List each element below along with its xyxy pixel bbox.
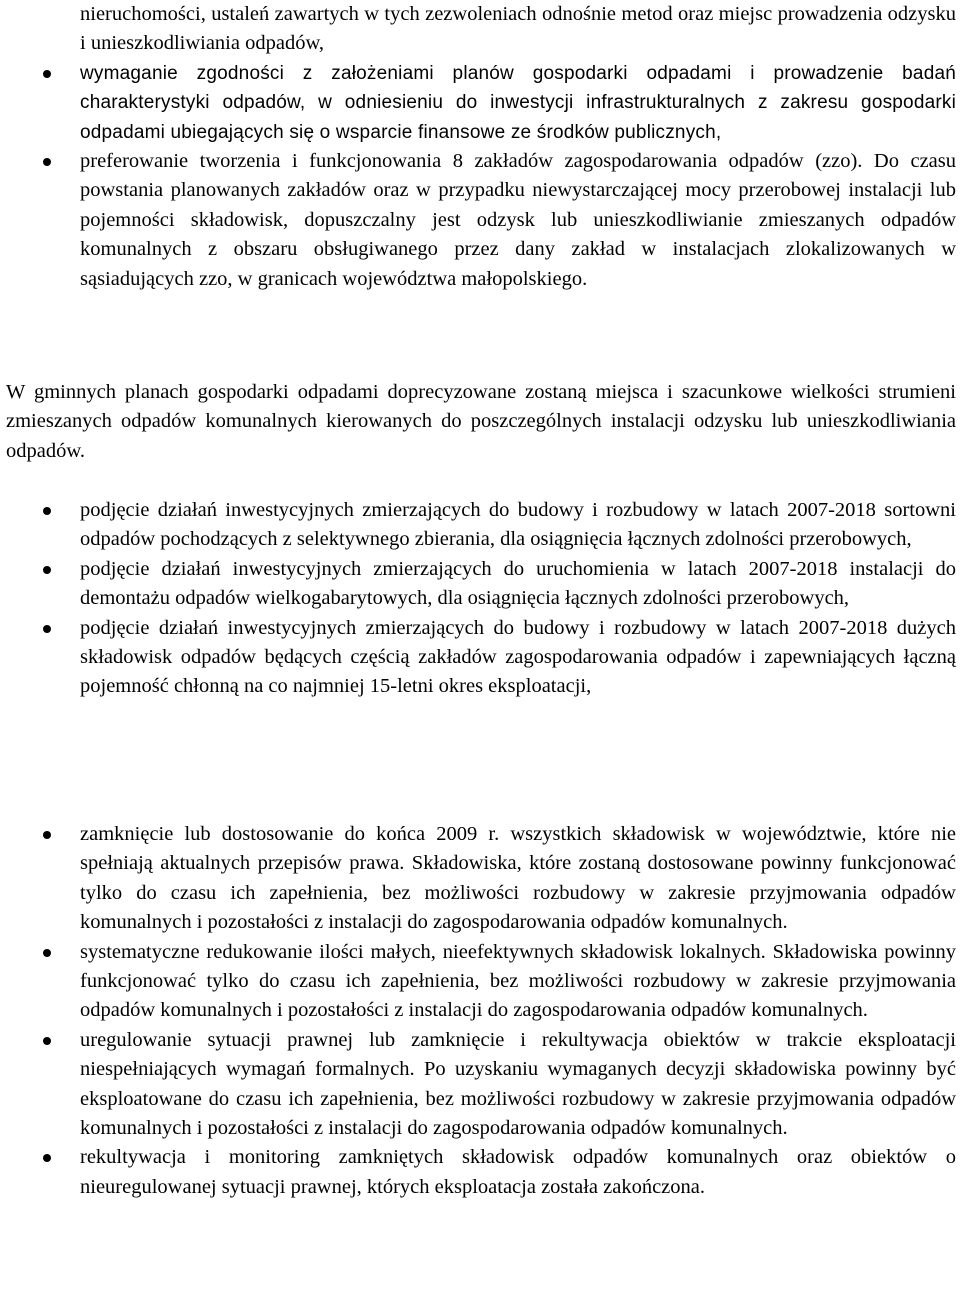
list-item-text: preferowanie tworzenia i funkcjonowania 8 zakładów zagospodarowania odpadów (zzo). Do czasu powstania planowanych zakładów oraz w przypadku niewystarczającej mocy przerobowej instalacji lub pojemności składowisk, dopuszczalny jest odzysk lub unieszkodliwianie zmieszanych odpadów komunalnych z obszaru obsługiwanego przez dany zakład w instalacjach zlokalizowanych w sąsiadujących zzo, w granicach województwa małopolskiego. (80, 150, 956, 290)
list-item-text: rekultywacja i monitoring zamkniętych składowisk odpadów komunalnych oraz obiektów o nieuregulowanej sytuacji prawnej, których eksploatacja została zakończona. (80, 1146, 956, 1198)
bullet-list-2 (6, 496, 956, 702)
list-item (6, 1143, 956, 1202)
list-item (6, 496, 956, 555)
body-paragraph: W gminnych planach gospodarki odpadami doprecyzowane zostaną miejsca i szacunkowe wielkości strumieni zmieszanych odpadów komunalnych kierowanych do poszczególnych instalacji odzysku lub unieszkodliwiania odpadów. (6, 381, 956, 462)
list-item-text: zamknięcie lub dostosowanie do końca 2009 r. wszystkich składowisk w województwie, które nie spełniają aktualnych przepisów prawa. Składowiska, które zostaną dostosowane powinny funkcjonować tylko do czasu ich zapełnienia, bez możliwości rozbudowy w zakresie przyjmowania odpadów komunalnych i pozostałości z instalacji do zagospodarowania odpadów komunalnych. (80, 823, 956, 934)
bullet-icon (43, 831, 51, 839)
bullet-icon (43, 158, 51, 166)
list-item-text: podjęcie działań inwestycyjnych zmierzających do budowy i rozbudowy w latach 2007-2018 dużych składowisk odpadów będących częścią zakładów zagospodarowania odpadów i zapewniających łączną pojemność chłonną na co najmniej 15-letni okres eksploatacji, (80, 616, 956, 698)
list-item (6, 59, 956, 147)
bullet-icon (43, 507, 51, 515)
list-item-text: nieruchomości, ustaleń zawartych w tych zezwoleniach odnośnie metod oraz miejsc prowadzenia odzysku i unieszkodliwiania odpadów, (80, 3, 956, 55)
bullet-icon (43, 1154, 51, 1162)
list-item (6, 820, 956, 938)
list-item-text: podjęcie działań inwestycyjnych zmierzających do uruchomienia w latach 2007-2018 instalacji do demontażu odpadów wielkogabarytowych, dla osiągnięcia łącznych zdolności przerobowych, (80, 557, 956, 610)
list-item (6, 555, 956, 614)
list-item-text: podjęcie działań inwestycyjnych zmierzających do budowy i rozbudowy w latach 2007-2018 sortowni odpadów pochodzących z selektywnego zbierania, dla osiągnięcia łącznych zdolności przerobowych, (80, 499, 956, 551)
list-item-continuation (6, 0, 956, 59)
list-item-text: uregulowanie sytuacji prawnej lub zamknięcie i rekultywacja obiektów w trakcie eksploatacji niespełniających wymagań formalnych. Po uzyskaniu wymaganych decyzji składowiska powinny być eksploatowane do czasu ich zapełnienia, bez możliwości rozbudowy w zakresie przyjmowania odpadów komunalnych i pozostałości z instalacji do zagospodarowania odpadów komunalnych. (80, 1028, 956, 1140)
bullet-icon (43, 1037, 51, 1045)
bullet-icon (43, 949, 51, 957)
list-item (6, 614, 956, 702)
list-item (6, 938, 956, 1026)
bullet-icon (43, 70, 51, 78)
list-item (6, 147, 956, 294)
list-item (6, 1026, 956, 1144)
list-item-text: wymaganie zgodności z założeniami planów gospodarki odpadami i prowadzenie badań charakterystyki odpadów, w odniesieniu do inwestycji infrastrukturalnych z zakresu gospodarki odpadami ubiegających się o wsparcie finansowe ze środków publicznych, (80, 62, 956, 143)
bullet-list-3 (6, 820, 956, 1202)
bullet-icon (43, 566, 51, 574)
bullet-list-1 (6, 0, 956, 294)
list-item-text: systematyczne redukowanie ilości małych, nieefektywnych składowisk lokalnych. Składowiska powinny funkcjonować tylko do czasu ich zapełnienia, bez możliwości rozbudowy w zakresie przyjmowania odpadów komunalnych i pozostałości z instalacji do zagospodarowania odpadów komunalnych. (80, 940, 956, 1022)
bullet-icon (43, 625, 51, 633)
